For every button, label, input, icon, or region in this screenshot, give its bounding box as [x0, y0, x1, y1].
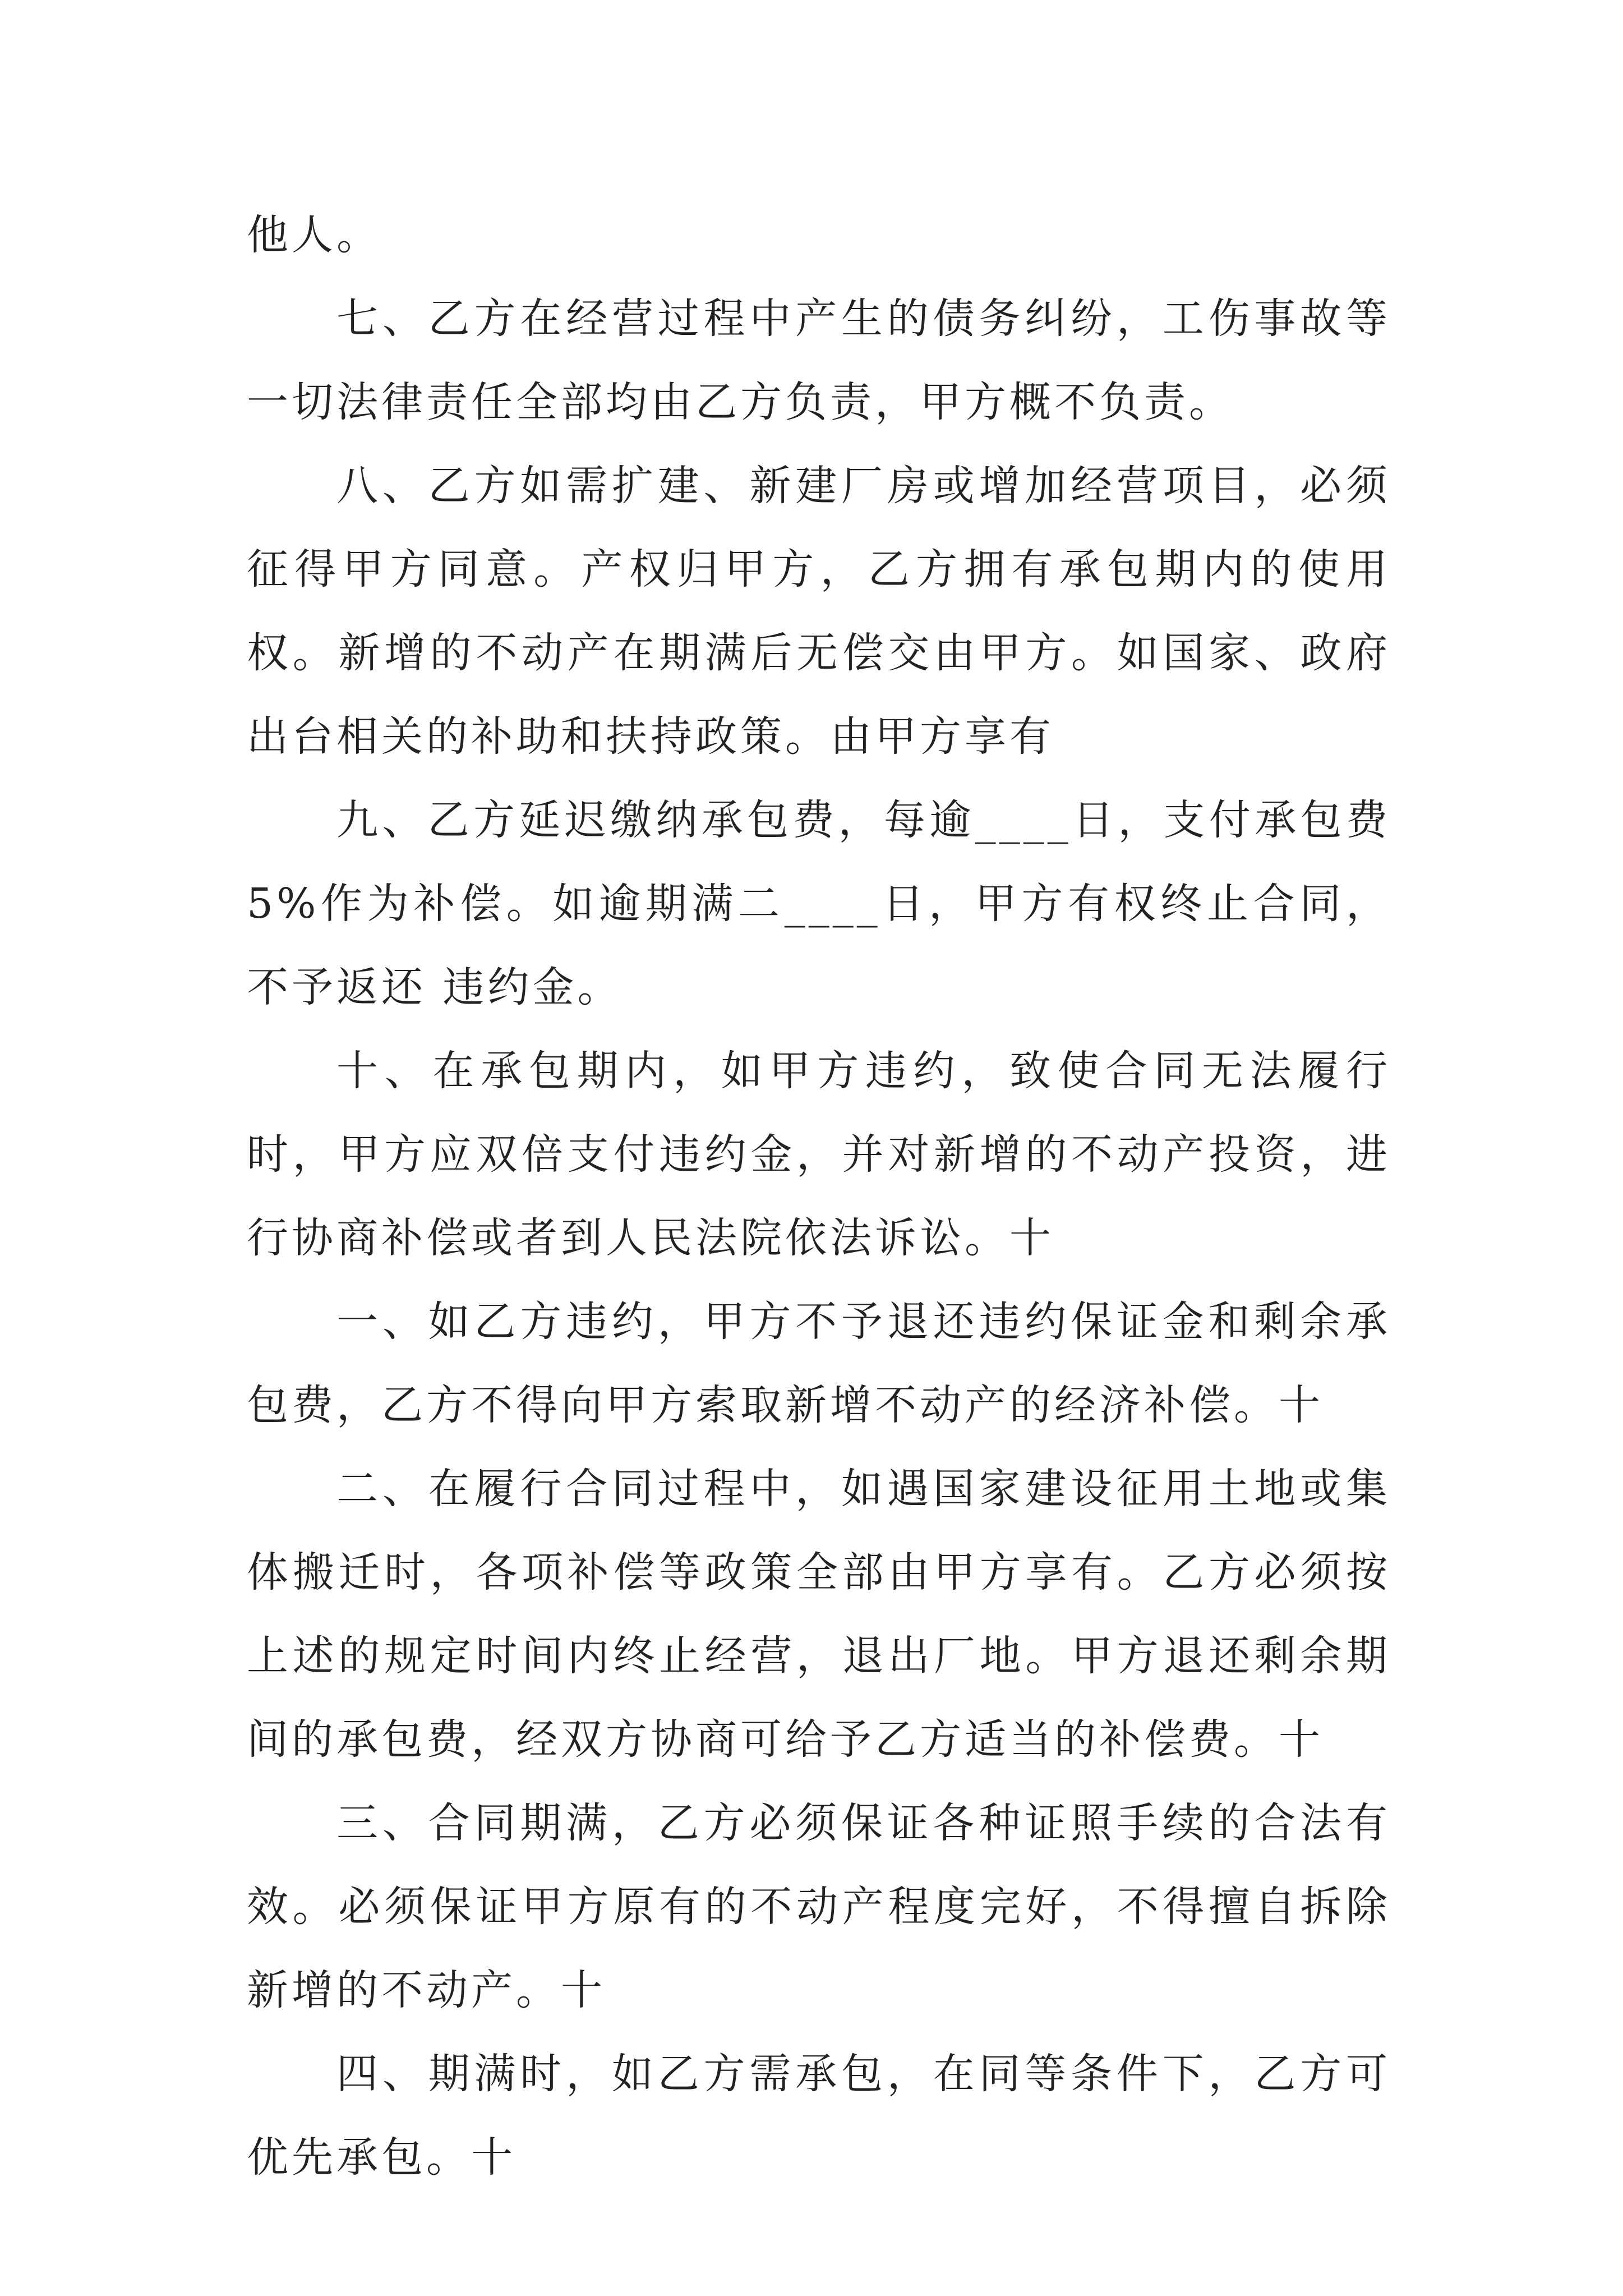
paragraph-1: 七、乙方在经营过程中产生的债务纠纷，工伤事故等一切法律责任全部均由乙方负责，甲方概不负责。	[247, 295, 1391, 426]
paragraph-3: 九、乙方延迟缴纳承包费，每逾____日，支付承包费 5%作为补偿。如逾期满二____日，甲方有权终止合同，不予返还 违约金。	[247, 796, 1408, 1011]
paragraph-0: 他人。	[247, 211, 381, 259]
paragraph-5: 一、如乙方违约，甲方不予退还违约保证金和剩余承包费，乙方不得向甲方索取新增不动产的经济补偿。十	[247, 1297, 1391, 1429]
document-body	[247, 194, 1408, 2200]
paragraph-8: 四、期满时，如乙方需承包，在同等条件下，乙方可优先承包。十	[247, 2050, 1391, 2182]
paragraph-2: 八、乙方如需扩建、新建厂房或增加经营项目，必须征得甲方同意。产权归甲方，乙方拥有承包期内的使用权。新增的不动产在期满后无偿交由甲方。如国家、政府出台相关的补助和扶持政策。由甲方享有	[247, 462, 1391, 761]
paragraph-7: 三、合同期满，乙方必须保证各种证照手续的合法有效。必须保证甲方原有的不动产程度完好，不得擅自拆除新增的不动产。十	[247, 1799, 1391, 2014]
paragraph-6: 二、在履行合同过程中，如遇国家建设征用土地或集体搬迁时，各项补偿等政策全部由甲方享有。乙方必须按上述的规定时间内终止经营，退出厂地。甲方退还剩余期间的承包费，经双方协商可给予乙方适当的补偿费。十	[247, 1465, 1391, 1764]
paragraph-4: 十、在承包期内，如甲方违约，致使合同无法履行时，甲方应双倍支付违约金，并对新增的不动产投资，进行协商补偿或者到人民法院依法诉讼。十	[247, 1047, 1391, 1262]
